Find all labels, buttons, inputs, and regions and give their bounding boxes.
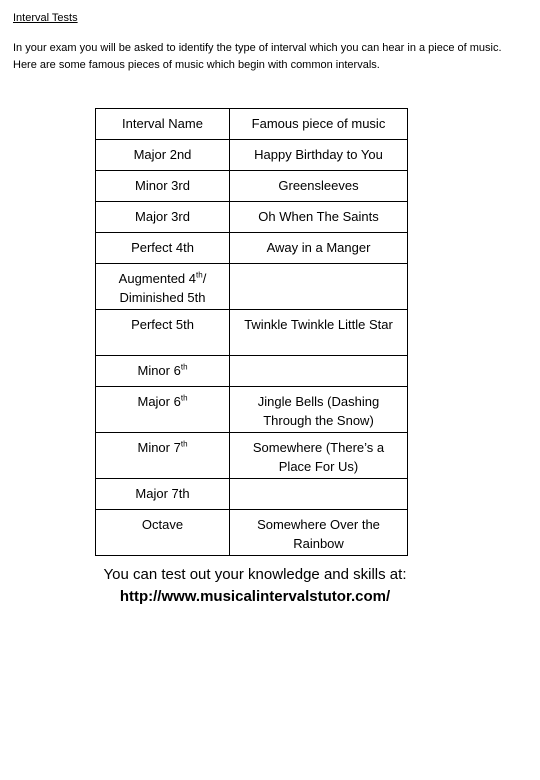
footer-text: You can test out your knowledge and skills at:: [103, 566, 407, 583]
piece-cell-empty: [230, 264, 408, 310]
piece-cell: Oh When The Saints: [230, 202, 408, 233]
ordinal-suffix: th: [180, 393, 188, 403]
interval-text: Minor 6: [137, 363, 181, 378]
ordinal-suffix: th: [196, 270, 203, 280]
table-row: [96, 310, 408, 356]
table-row: [96, 433, 408, 479]
interval-text: Augmented 4: [118, 271, 197, 286]
interval-table: [95, 108, 408, 556]
table-row: [96, 140, 408, 171]
document-title: Interval Tests: [13, 12, 78, 24]
piece-cell: Away in a Manger: [230, 233, 408, 264]
ordinal-suffix: th: [180, 439, 188, 449]
table-row: [96, 479, 408, 510]
interval-text: Minor 7: [137, 440, 181, 455]
table-header-row: [96, 109, 408, 140]
interval-separator: /: [202, 271, 207, 286]
interval-cell: [96, 387, 230, 433]
header-famous-piece: Famous piece of music: [230, 109, 408, 140]
table-row: [96, 387, 408, 433]
interval-cell: [96, 356, 230, 387]
interval-cell: Octave: [96, 510, 230, 556]
interval-cell: Major 2nd: [96, 140, 230, 171]
interval-cell: Major 3rd: [96, 202, 230, 233]
footer-url: http://www.musicalintervalstutor.com/: [119, 588, 391, 605]
table-row: [96, 202, 408, 233]
header-interval-name: Interval Name: [96, 109, 230, 140]
interval-cell: [96, 433, 230, 479]
interval-cell: Perfect 5th: [96, 310, 230, 356]
interval-text: Major 6: [137, 394, 181, 409]
table-row: [96, 264, 408, 310]
piece-cell: Twinkle Twinkle Little Star: [230, 310, 408, 356]
intro-paragraph: In your exam you will be asked to identify the type of interval which you can hear in a piece of music. Here are some famous pieces of music which begin with common intervals.: [13, 42, 502, 71]
table-row: [96, 233, 408, 264]
table-row: [96, 356, 408, 387]
piece-cell: Happy Birthday to You: [230, 140, 408, 171]
interval-cell: Major 7th: [96, 479, 230, 510]
interval-cell: [96, 264, 230, 310]
interval-cell: Minor 3rd: [96, 171, 230, 202]
piece-cell: Jingle Bells (Dashing Through the Snow): [230, 387, 408, 433]
piece-cell-empty: [230, 356, 408, 387]
piece-cell-empty: [230, 479, 408, 510]
table-row: [96, 510, 408, 556]
ordinal-suffix: th: [180, 362, 188, 372]
table-row: [96, 171, 408, 202]
interval-cell: Perfect 4th: [96, 233, 230, 264]
piece-cell: Greensleeves: [230, 171, 408, 202]
interval-text: Diminished 5th: [119, 290, 206, 305]
piece-cell: Somewhere (There’s a Place For Us): [230, 433, 408, 479]
piece-cell: Somewhere Over the Rainbow: [230, 510, 408, 556]
